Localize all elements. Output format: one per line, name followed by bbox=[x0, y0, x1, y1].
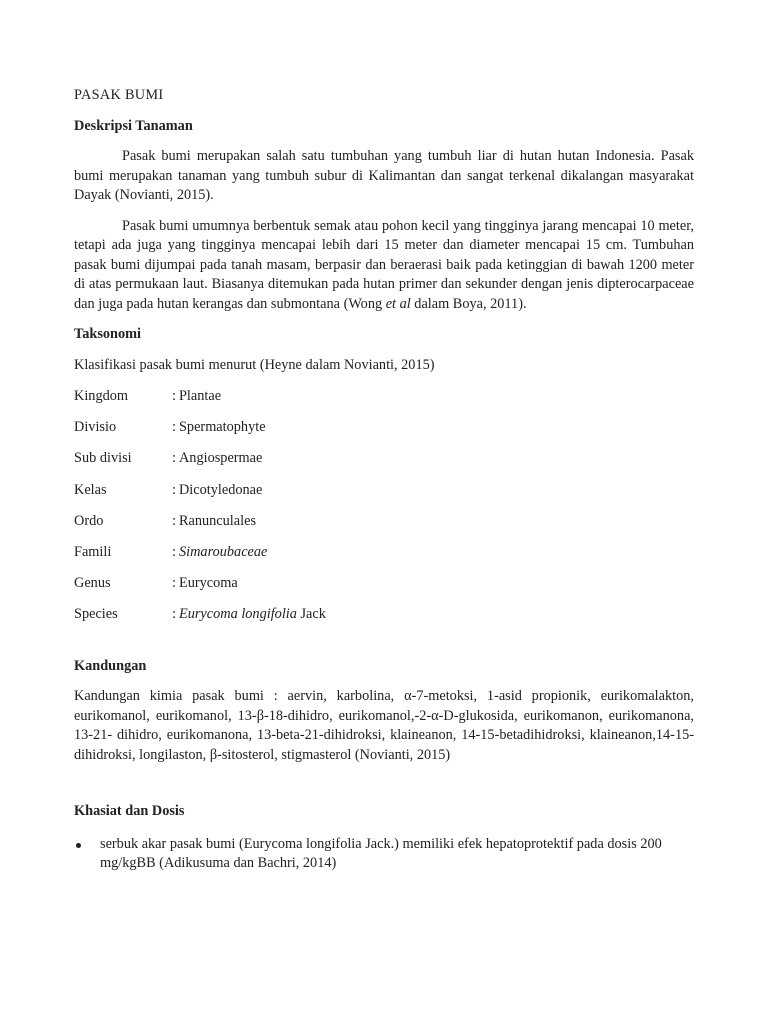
taxonomy-key: Sub divisi bbox=[74, 450, 132, 467]
taxonomy-value: Eurycoma bbox=[178, 575, 238, 592]
taxonomy-key: Divisio bbox=[74, 419, 117, 436]
taxonomy-separator: : bbox=[172, 543, 176, 560]
paragraph-kandungan: Kandungan kimia pasak bumi : aervin, karbolina, α-7-metoksi, 1-asid propionik, eurikomalakton, eurikomanol, eurikomanol, 13-β-18-dihidro, eurikomanol,-2-α-D-glukosida, eurikomanon, eurikomanona, 13-21- dihidro, eurikomanona, 13-beta-21-dihidroksi, klaineanon, 14-15-betadihidroksi, klaineanon,14-15-dihidroksi, longilaston, β-sitosterol, stigmasterol (Novianti, 2015) bbox=[74, 688, 694, 763]
document-title: PASAK BUMI bbox=[74, 87, 164, 103]
taxonomy-separator: : bbox=[172, 388, 176, 404]
taxonomy-key: Ordo bbox=[74, 512, 104, 529]
taxonomy-key: Species bbox=[74, 606, 118, 623]
taxonomy-row-kelas bbox=[74, 481, 694, 501]
bullet-icon bbox=[76, 843, 81, 848]
taxonomy-separator: : bbox=[172, 450, 176, 467]
paragraph-deskripsi-2-text-a: Pasak bumi umumnya berbentuk semak atau pohon kecil yang tingginya jarang mencapai 10 meter, tetapi ada juga yang tingginya mencapai lebih dari 15 meter dan diameter mencapai 15 cm. Tumbuhan pasak bumi dijumpai pada tanah masam, berpasir dan beraerasi baik pada ketinggian di bawah 1200 meter di atas permukaan laut. Biasanya ditemukan pada hutan primer dan sekunder dengan jenis dipterocarpaceae dan juga pada hutan kerangas dan submontana (Wong bbox=[74, 217, 694, 312]
paragraph-deskripsi-2-italic: et al bbox=[385, 295, 411, 312]
heading-taksonomi: Taksonomi bbox=[74, 326, 142, 342]
species-author: Jack bbox=[296, 606, 326, 623]
taxonomy-separator: : bbox=[172, 575, 176, 592]
taxonomy-separator: : bbox=[172, 512, 176, 529]
taxonomy-separator: : bbox=[172, 481, 176, 498]
taxonomy-key: Kingdom bbox=[74, 388, 129, 404]
taxonomy-key: Genus bbox=[74, 575, 111, 592]
taxonomy-value: Plantae bbox=[178, 388, 222, 404]
spacer bbox=[74, 776, 694, 802]
taxonomy-row-divisio bbox=[74, 418, 694, 438]
species-name-italic: Eurycoma longifolia bbox=[178, 606, 297, 623]
taxonomy-value: Simaroubaceae bbox=[178, 543, 268, 560]
taxonomy-separator: : bbox=[172, 606, 176, 623]
list-item-text: serbuk akar pasak bumi (Eurycoma longifolia Jack.) memiliki efek hepatoprotektif pada dosis 200 mg/kgBB (Adikusuma dan Bachri, 2014) bbox=[100, 835, 662, 871]
taxonomy-key: Famili bbox=[74, 543, 112, 560]
paragraph-deskripsi-2-text-b: dalam Boya, 2011). bbox=[410, 295, 527, 312]
taxonomy-row-famili bbox=[74, 543, 694, 563]
taxonomy-row-sub-divisi bbox=[74, 449, 694, 469]
taxonomy-value: Angiospermae bbox=[178, 450, 263, 467]
document-page bbox=[74, 86, 694, 874]
taxonomy-separator: : bbox=[172, 419, 176, 436]
taxonomy-key: Kelas bbox=[74, 481, 107, 498]
khasiat-list bbox=[74, 835, 694, 874]
taxonomy-row-kingdom bbox=[74, 387, 694, 407]
taxonomy-value bbox=[179, 605, 326, 625]
taxonomy-table bbox=[74, 387, 694, 625]
heading-deskripsi: Deskripsi Tanaman bbox=[74, 117, 193, 134]
taxonomy-row-species bbox=[74, 605, 694, 625]
paragraph-deskripsi-1: Pasak bumi merupakan salah satu tumbuhan yang tumbuh liar di hutan hutan Indonesia. Pasak bumi merupakan tanaman yang tumbuh subur di Kalimantan dan sangat terkenal dikalangan masyarakat Dayak (Novianti, 2015). bbox=[74, 148, 694, 203]
list-item bbox=[74, 835, 694, 874]
taxonomy-value: Dicotyledonae bbox=[178, 481, 263, 498]
heading-kandungan: Kandungan bbox=[74, 657, 147, 674]
heading-khasiat: Khasiat dan Dosis bbox=[74, 803, 185, 819]
taksonomi-intro: Klasifikasi pasak bumi menurut (Heyne dalam Novianti, 2015) bbox=[74, 356, 435, 373]
paragraph-deskripsi-2 bbox=[74, 217, 694, 315]
taxonomy-value: Spermatophyte bbox=[178, 419, 266, 436]
taxonomy-value: Ranunculales bbox=[178, 512, 257, 529]
spacer bbox=[74, 637, 694, 657]
taxonomy-row-genus bbox=[74, 574, 694, 594]
taxonomy-row-ordo bbox=[74, 512, 694, 532]
